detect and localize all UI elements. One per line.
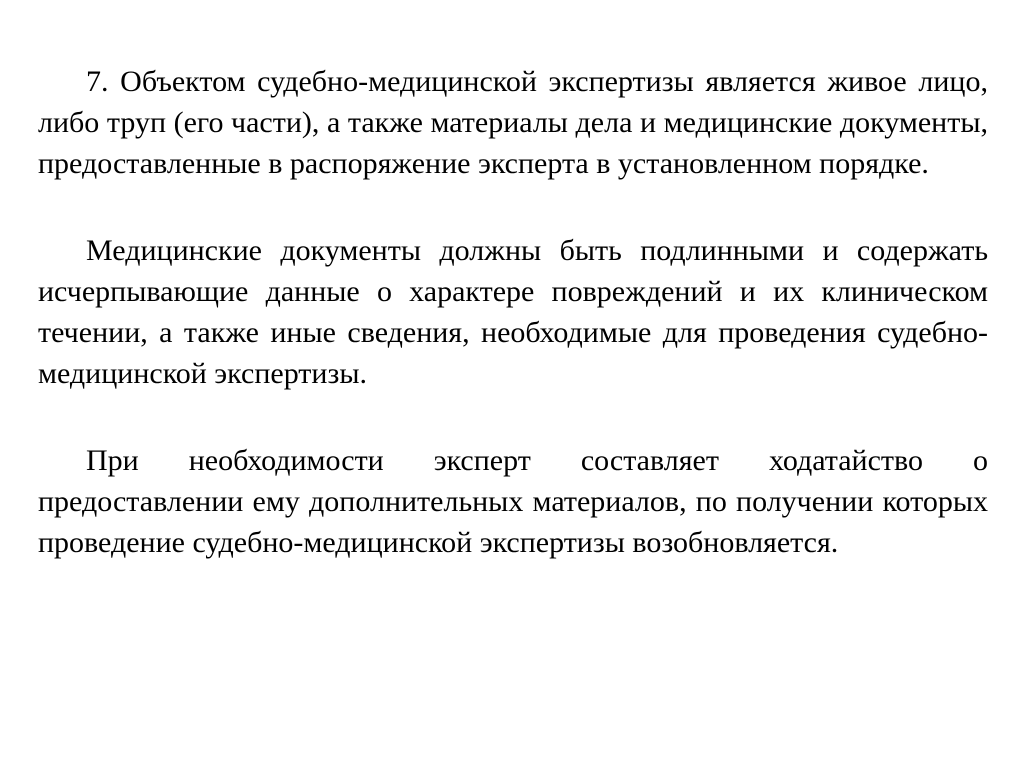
paragraph-object-of-expertise: 7. Объектом судебно-медицинской экспертизы является живое лицо, либо труп (его части), а также материалы дела и медицинские документы, предоставленные в распоряжение эксперта в установленном порядке. xyxy=(38,65,988,180)
text-block xyxy=(38,61,988,563)
paragraph-expert-request: При необходимости эксперт составляет ходатайство о предоставлении ему дополнительных материалов, по получении которых проведение судебно-медицинской экспертизы возобновляется. xyxy=(38,444,988,559)
paragraph-medical-documents: Медицинские документы должны быть подлинными и содержать исчерпывающие данные о характере повреждений и их клиническом течении, а также иные сведения, необходимые для проведения судебно-медицинской экспертизы. xyxy=(38,234,988,390)
